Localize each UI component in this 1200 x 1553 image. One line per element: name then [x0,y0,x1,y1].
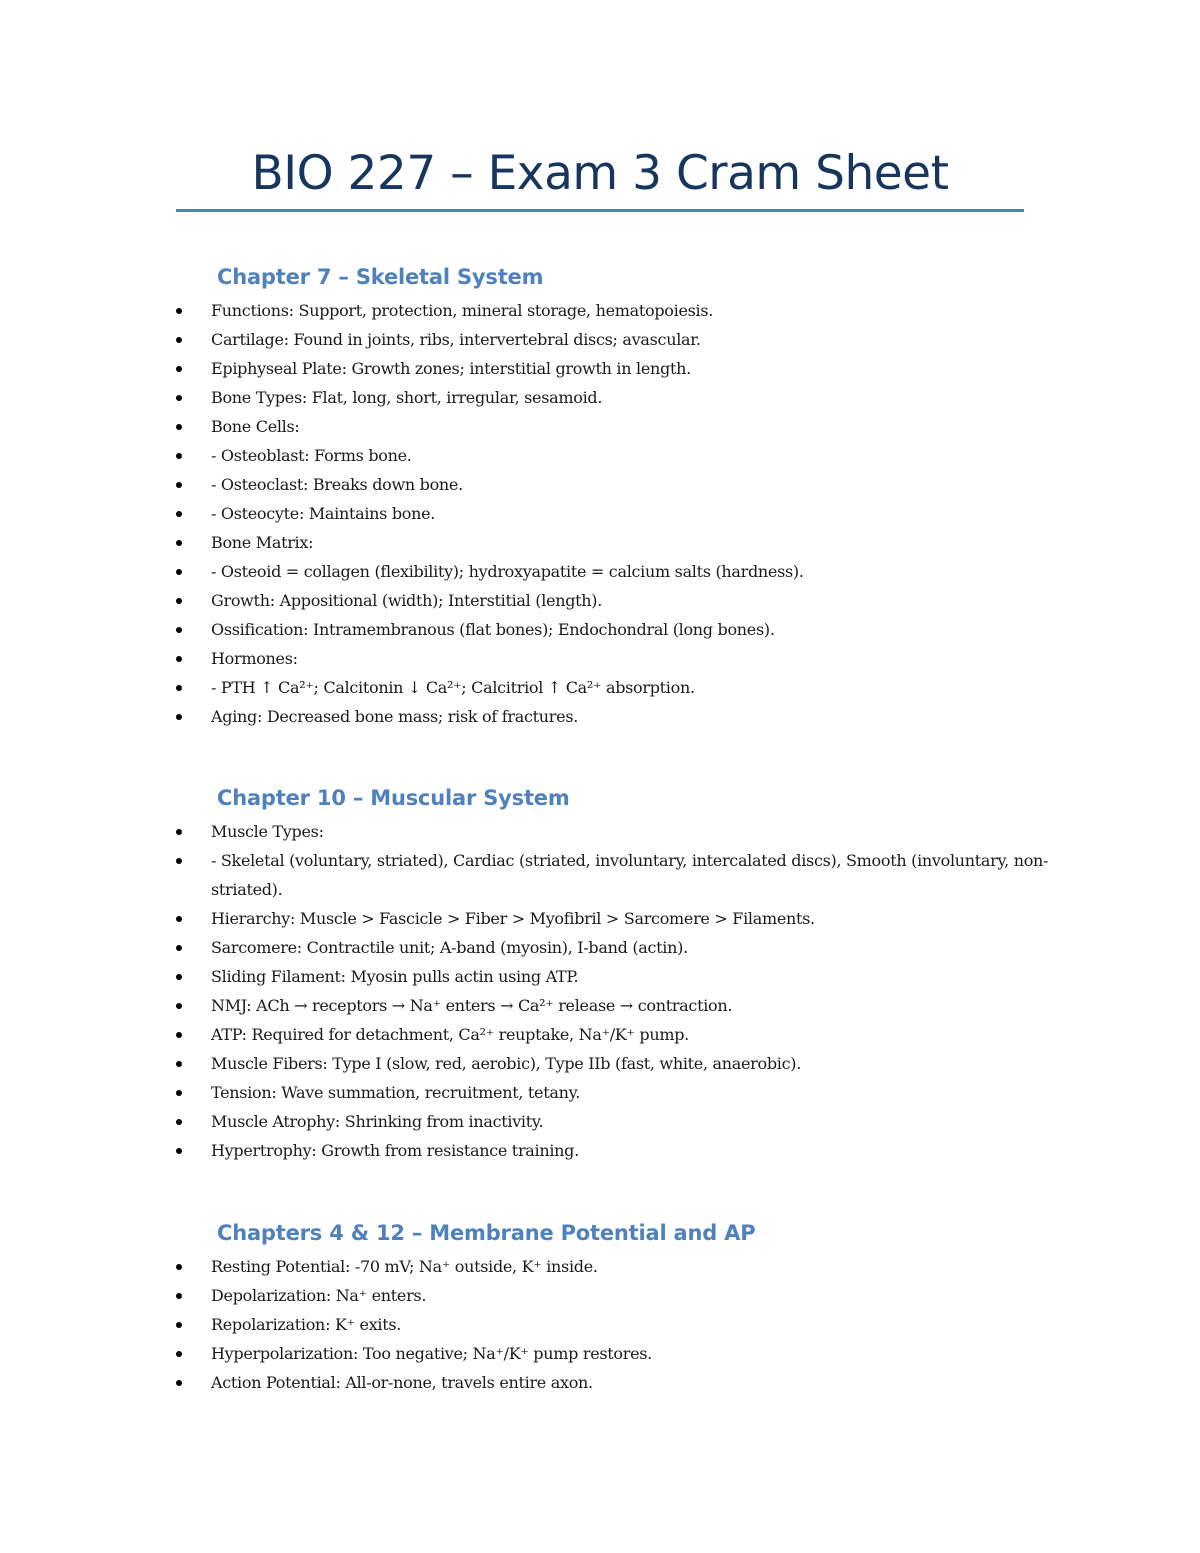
list-item [176,1339,1056,1368]
section-heading: Chapter 10 – Muscular System [217,786,570,810]
bullet-icon [176,1293,182,1299]
list-item-text: Bone Matrix: [211,533,314,552]
list-item-text: Hyperpolarization: Too negative; Na⁺/K⁺ pump restores. [211,1344,652,1363]
list-item [176,557,1056,586]
bullet-icon [176,540,182,546]
list-item [176,383,1056,412]
bullet-icon [176,829,182,835]
bullet-icon [176,424,182,430]
list-item [176,1020,1056,1049]
bullet-list [176,296,1056,731]
bullet-icon [176,1032,182,1038]
list-item [176,644,1056,673]
list-item-text: Epiphyseal Plate: Growth zones; interstitial growth in length. [211,359,691,378]
bullet-icon [176,598,182,604]
bullet-icon [176,685,182,691]
section-heading: Chapters 4 & 12 – Membrane Potential and AP [217,1221,756,1245]
bullet-icon [176,1090,182,1096]
list-item [176,412,1056,441]
list-item [176,1252,1056,1281]
bullet-icon [176,453,182,459]
list-item [176,1107,1056,1136]
bullet-icon [176,482,182,488]
list-item [176,499,1056,528]
list-item-text: Cartilage: Found in joints, ribs, intervertebral discs; avascular. [211,330,701,349]
bullet-icon [176,627,182,633]
list-item [176,1078,1056,1107]
list-item [176,991,1056,1020]
bullet-icon [176,1119,182,1125]
bullet-icon [176,1380,182,1386]
list-item [176,1310,1056,1339]
list-item-text: Muscle Types: [211,822,324,841]
bullet-icon [176,1322,182,1328]
list-item [176,615,1056,644]
list-item-text: Hierarchy: Muscle > Fascicle > Fiber > Myofibril > Sarcomere > Filaments. [211,909,815,928]
list-item [176,1281,1056,1310]
list-item [176,325,1056,354]
bullet-icon [176,916,182,922]
bullet-icon [176,1264,182,1270]
bullet-icon [176,974,182,980]
bullet-icon [176,337,182,343]
list-item-text: Ossification: Intramembranous (flat bones); Endochondral (long bones). [211,620,775,639]
list-item [176,673,1056,702]
document-title: BIO 227 – Exam 3 Cram Sheet [251,146,949,201]
list-item-text: Depolarization: Na⁺ enters. [211,1286,427,1305]
list-item [176,817,1056,846]
list-item-text: Hormones: [211,649,298,668]
bullet-icon [176,1003,182,1009]
list-item-text: Functions: Support, protection, mineral storage, hematopoiesis. [211,301,714,320]
bullet-icon [176,395,182,401]
bullet-icon [176,1061,182,1067]
list-item-text: Growth: Appositional (width); Interstitial (length). [211,591,603,610]
list-item [176,586,1056,615]
list-item-text: Bone Types: Flat, long, short, irregular, sesamoid. [211,388,603,407]
bullet-icon [176,714,182,720]
list-item [176,962,1056,991]
list-item [176,1368,1056,1397]
list-item [176,1136,1056,1165]
list-item-text: NMJ: ACh → receptors → Na⁺ enters → Ca²⁺ release → contraction. [211,996,733,1015]
section-membrane-potential [176,1218,1056,1397]
list-item-text: Muscle Fibers: Type I (slow, red, aerobic), Type IIb (fast, white, anaerobic). [211,1054,801,1073]
list-item-text: Muscle Atrophy: Shrinking from inactivity. [211,1112,544,1131]
list-item [176,846,1056,904]
list-item-text: Aging: Decreased bone mass; risk of fractures. [211,707,579,726]
list-item-text: - Osteocyte: Maintains bone. [211,504,436,523]
list-item [176,441,1056,470]
list-item-text: - Skeletal (voluntary, striated), Cardiac (striated, involuntary, intercalated discs), Smooth (involuntary, non-striated). [211,851,1049,899]
bullet-icon [176,656,182,662]
list-item [176,470,1056,499]
list-item-text: - Osteoclast: Breaks down bone. [211,475,463,494]
list-item [176,354,1056,383]
list-item [176,904,1056,933]
bullet-icon [176,945,182,951]
list-item-text: Hypertrophy: Growth from resistance training. [211,1141,579,1160]
list-item [176,933,1056,962]
list-item-text: Repolarization: K⁺ exits. [211,1315,402,1334]
list-item-text: Sliding Filament: Myosin pulls actin using ATP. [211,967,579,986]
bullet-icon [176,858,182,864]
bullet-icon [176,1148,182,1154]
section-heading: Chapter 7 – Skeletal System [217,265,544,289]
list-item-text: - Osteoid = collagen (flexibility); hydroxyapatite = calcium salts (hardness). [211,562,804,581]
list-item-text: Resting Potential: -70 mV; Na⁺ outside, K⁺ inside. [211,1257,598,1276]
section-muscular-system [176,783,1056,1165]
list-item-text: - PTH ↑ Ca²⁺; Calcitonin ↓ Ca²⁺; Calcitriol ↑ Ca²⁺ absorption. [211,678,695,697]
list-item-text: ATP: Required for detachment, Ca²⁺ reuptake, Na⁺/K⁺ pump. [211,1025,689,1044]
list-item-text: Sarcomere: Contractile unit; A-band (myosin), I-band (actin). [211,938,688,957]
bullet-icon [176,569,182,575]
list-item-text: Bone Cells: [211,417,300,436]
bullet-list [176,817,1056,1165]
list-item [176,528,1056,557]
bullet-icon [176,308,182,314]
list-item-text: Tension: Wave summation, recruitment, tetany. [211,1083,580,1102]
bullet-icon [176,511,182,517]
list-item [176,296,1056,325]
list-item [176,1049,1056,1078]
bullet-icon [176,366,182,372]
bullet-icon [176,1351,182,1357]
list-item [176,702,1056,731]
list-item-text: - Osteoblast: Forms bone. [211,446,412,465]
list-item-text: Action Potential: All-or-none, travels entire axon. [211,1373,593,1392]
title-underline [176,209,1024,212]
section-skeletal-system [176,262,1056,731]
bullet-list [176,1252,1056,1397]
